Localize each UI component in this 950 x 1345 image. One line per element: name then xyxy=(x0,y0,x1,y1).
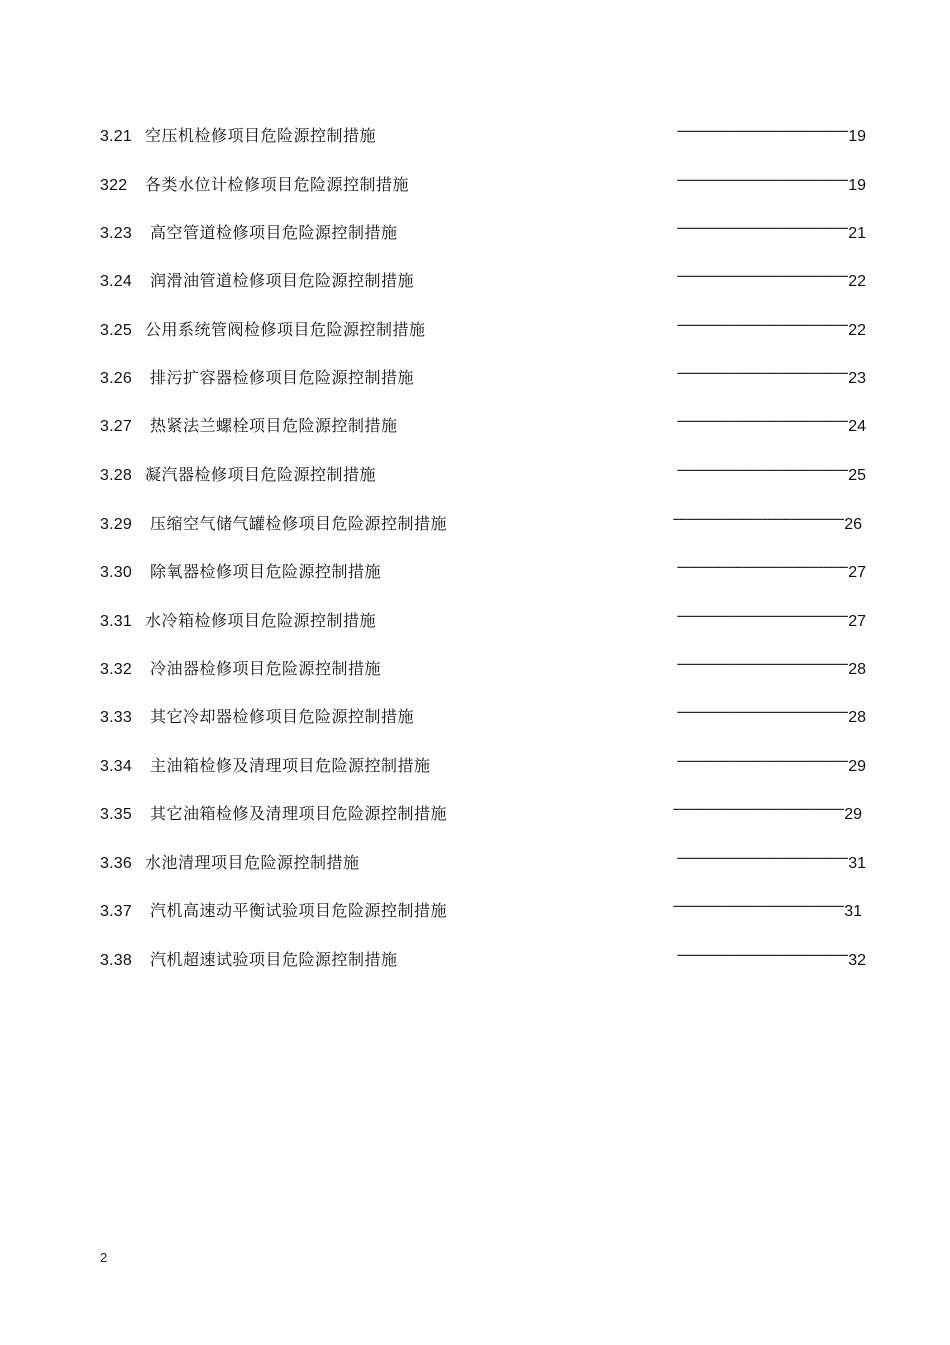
toc-entry-number: 3.35 xyxy=(100,806,132,823)
toc-entry[interactable] xyxy=(100,357,866,387)
toc-entry[interactable] xyxy=(100,164,866,194)
toc-entry[interactable] xyxy=(100,939,866,969)
toc-entry-title: 主油箱检修及清理项目危险源控制措施 xyxy=(150,756,431,775)
toc-entry[interactable] xyxy=(100,212,866,242)
toc-dot-leader xyxy=(405,648,848,674)
toc-dot-leader xyxy=(382,842,849,868)
toc-dot-leader xyxy=(438,696,848,722)
toc-entry-title: 其它冷却器检修项目危险源控制措施 xyxy=(150,707,415,726)
toc-entry-number: 3.24 xyxy=(100,273,132,290)
toc-entry-page: 22 xyxy=(848,273,866,290)
toc-entry[interactable] xyxy=(100,745,866,775)
toc-entry-page: 29 xyxy=(844,806,862,823)
toc-entry-title: 热紧法兰螺栓项目危险源控制措施 xyxy=(150,416,398,435)
toc-entry-title: 水池清理项目危险源控制措施 xyxy=(145,853,360,872)
toc-entry[interactable] xyxy=(100,503,866,533)
toc-entry-number: 3.38 xyxy=(100,952,132,969)
toc-entry-number: 3.31 xyxy=(100,613,132,630)
page-number: 2 xyxy=(100,1250,108,1265)
toc-entry[interactable] xyxy=(100,309,866,339)
toc-entry-page: 25 xyxy=(848,467,866,484)
toc-entry-page: 28 xyxy=(848,661,866,678)
toc-entry-number: 3.34 xyxy=(100,758,132,775)
toc-entry-page: 23 xyxy=(848,370,866,387)
toc-entry-number: 3.23 xyxy=(100,225,132,242)
toc-entry-page: 32 xyxy=(848,952,866,969)
toc-dot-leader xyxy=(422,939,849,965)
toc-entry-title: 高空管道检修项目危险源控制措施 xyxy=(150,223,398,242)
toc-dot-leader xyxy=(433,164,848,190)
toc-entry-page: 31 xyxy=(848,855,866,872)
toc-dot-leader xyxy=(473,890,844,916)
toc-entry-title: 汽机超速试验项目危险源控制措施 xyxy=(150,950,398,969)
toc-dot-leader xyxy=(452,309,849,335)
toc-entry[interactable] xyxy=(100,405,866,435)
toc-entry-number: 3.28 xyxy=(100,467,132,484)
toc-dot-leader xyxy=(457,745,849,771)
toc-dot-leader xyxy=(400,454,848,480)
toc-dot-leader xyxy=(473,793,844,819)
toc-entry-number: 3.27 xyxy=(100,418,132,435)
toc-dot-leader xyxy=(398,115,848,141)
toc-entry-page: 19 xyxy=(848,177,866,194)
toc-entry-page: 29 xyxy=(848,758,866,775)
toc-entry[interactable] xyxy=(100,454,866,484)
toc-dot-leader xyxy=(400,600,848,626)
toc-entry[interactable] xyxy=(100,600,866,630)
toc-entry-number: 3.26 xyxy=(100,370,132,387)
toc-dot-leader xyxy=(438,260,848,286)
toc-entry[interactable] xyxy=(100,890,866,920)
toc-entry-page: 27 xyxy=(848,613,866,630)
toc-entry[interactable] xyxy=(100,842,866,872)
toc-entry-title: 凝汽器检修项目危险源控制措施 xyxy=(145,465,377,484)
toc-entry-title: 压缩空气储气罐检修项目危险源控制措施 xyxy=(150,514,448,533)
toc-entry-page: 27 xyxy=(848,564,866,581)
toc-entry-number: 3.21 xyxy=(100,128,132,145)
toc-entry-title: 水冷箱检修项目危险源控制措施 xyxy=(145,611,377,630)
toc-dot-leader xyxy=(422,212,849,238)
toc-entry-page: 28 xyxy=(848,709,866,726)
toc-entry-page: 22 xyxy=(848,322,866,339)
toc-entry[interactable] xyxy=(100,260,866,290)
toc-entry-page: 31 xyxy=(844,903,862,920)
toc-entry-number: 322 xyxy=(100,177,128,194)
toc-entry-number: 3.30 xyxy=(100,564,132,581)
toc-entry-page: 19 xyxy=(848,128,866,145)
toc-entry-title: 润滑油管道检修项目危险源控制措施 xyxy=(150,271,415,290)
toc-dot-leader xyxy=(438,357,848,383)
toc-entry[interactable] xyxy=(100,696,866,726)
toc-entry-title: 除氧器检修项目危险源控制措施 xyxy=(150,562,382,581)
toc-entry[interactable] xyxy=(100,793,866,823)
toc-entry-number: 3.32 xyxy=(100,661,132,678)
toc-dot-leader xyxy=(422,405,849,431)
toc-entry-title: 公用系统管阀检修项目危险源控制措施 xyxy=(145,320,426,339)
toc-entry-title: 空压机检修项目危险源控制措施 xyxy=(145,126,377,145)
toc-entry-title: 冷油器检修项目危险源控制措施 xyxy=(150,659,382,678)
toc-entry-number: 3.36 xyxy=(100,855,132,872)
toc-entry-page: 26 xyxy=(844,516,862,533)
toc-entry-title: 排污扩容器检修项目危险源控制措施 xyxy=(150,368,415,387)
toc-entry-title: 各类水位计检修项目危险源控制措施 xyxy=(145,175,410,194)
toc-entry-number: 3.29 xyxy=(100,516,132,533)
toc-dot-leader xyxy=(405,551,848,577)
toc-entry-title: 其它油箱检修及清理项目危险源控制措施 xyxy=(150,804,448,823)
toc-entry-page: 21 xyxy=(848,225,866,242)
toc-entry-page: 24 xyxy=(848,418,866,435)
toc-entry[interactable] xyxy=(100,115,866,145)
toc-entry[interactable] xyxy=(100,648,866,678)
toc-entry[interactable] xyxy=(100,551,866,581)
toc-entry-title: 汽机高速动平衡试验项目危险源控制措施 xyxy=(150,901,448,920)
toc-entry-number: 3.37 xyxy=(100,903,132,920)
toc-dot-leader xyxy=(473,503,844,529)
toc-entry-number: 3.33 xyxy=(100,709,132,726)
toc-entry-number: 3.25 xyxy=(100,322,132,339)
